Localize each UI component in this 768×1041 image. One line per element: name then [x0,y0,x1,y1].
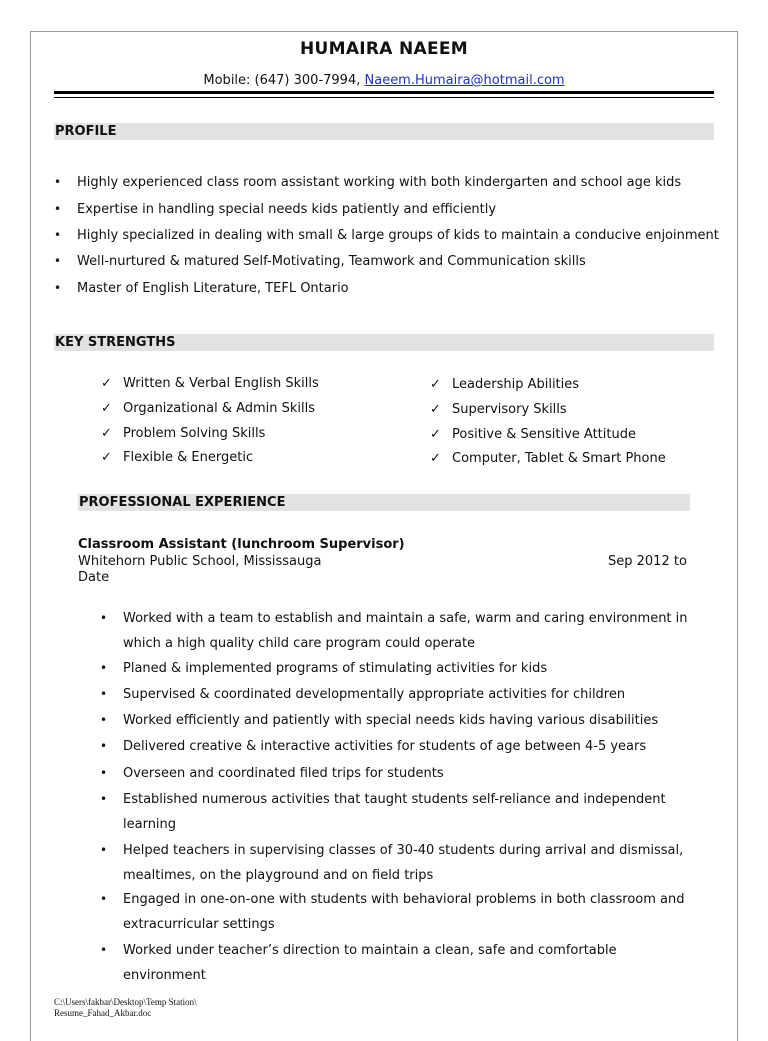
profile-item-text: Highly experienced class room assistant working with both kindergarten and school age kids [77,175,682,190]
profile-item-text: Expertise in handling special needs kids patiently and efficiently [77,202,497,217]
job-title: Classroom Assistant (lunchroom Supervisor) [78,537,405,552]
strength-item-text: Supervisory Skills [452,402,567,417]
duty-line: Worked with a team to establish and maintain a safe, warm and caring environment in [123,611,688,626]
header-divider-thick [54,91,714,94]
experience-heading: PROFESSIONAL EXPERIENCE [78,494,690,511]
duty-line: Worked efficiently and patiently with special needs kids having various disabilities [123,713,659,728]
strength-item-text: Written & Verbal English Skills [123,376,319,391]
profile-heading: PROFILE [54,123,714,140]
duty-line: extracurricular settings [123,917,275,932]
duty-item-text [123,887,693,937]
strength-item-text: Leadership Abilities [452,377,580,392]
checkmark-icon: ✓ [101,426,112,441]
bullet-icon: • [100,766,108,780]
contact-line [0,73,768,88]
bullet-icon: • [54,175,62,189]
strength-item-text: Organizational & Admin Skills [123,401,316,416]
bullet-icon: • [100,739,108,753]
profile-item-text: Master of English Literature, TEFL Ontario [77,281,349,296]
bullet-icon: • [100,843,108,857]
bullet-icon: • [100,713,108,727]
job-date-end: Date [78,570,110,585]
bullet-icon: • [100,792,108,806]
checkmark-icon: ✓ [430,402,441,417]
key-strengths-heading: KEY STRENGTHS [54,334,714,351]
job-date-range: Sep 2012 to [608,554,687,569]
phone-text: Mobile: (647) 300-7994, [203,73,365,88]
strength-item-text: Computer, Tablet & Smart Phone [452,451,666,466]
checkmark-icon: ✓ [430,427,441,442]
profile-item-text: Well-nurtured & matured Self-Motivating, Teamwork and Communication skills [77,254,586,269]
checkmark-icon: ✓ [101,450,112,465]
duty-line: which a high quality child care program could operate [123,636,476,651]
checkmark-icon: ✓ [101,401,112,416]
bullet-icon: • [54,202,62,216]
duty-line: Established numerous activities that taught students self-reliance and independent [123,792,666,807]
bullet-icon: • [100,943,108,957]
duty-line: Planed & implemented programs of stimulating activities for kids [123,661,548,676]
footer-filename-line: Resume_Fahad_Akbar.doc [54,1008,152,1018]
duty-line: learning [123,817,177,832]
duty-line: Engaged in one-on-one with students with behavioral problems in both classroom and [123,892,685,907]
duty-item-text [123,938,693,988]
duty-item-text [123,606,693,656]
duty-item-text [123,761,693,786]
duty-line: Worked under teacher’s direction to maintain a clean, safe and comfortable environment [123,943,617,983]
duty-item-text [123,682,693,707]
duty-line: Delivered creative & interactive activities for students of age between 4-5 years [123,739,647,754]
duty-line: mealtimes, on the playground and on field trips [123,868,434,883]
strength-item-text: Positive & Sensitive Attitude [452,427,636,442]
duty-item-text [123,708,693,733]
duty-item-text [123,787,693,837]
strength-item-text: Problem Solving Skills [123,426,266,441]
checkmark-icon: ✓ [430,377,441,392]
duty-item-text [123,656,693,681]
duty-item-text [123,734,693,759]
header-divider-thin [54,97,714,98]
strength-item-text: Flexible & Energetic [123,450,254,465]
profile-item-text: Highly specialized in dealing with small & large groups of kids to maintain a conducive enjoinment [77,228,719,243]
bullet-icon: • [54,281,62,295]
job-organization: Whitehorn Public School, Mississauga [78,554,322,569]
applicant-name: HUMAIRA NAEEM [299,39,469,59]
bullet-icon: • [54,228,62,242]
file-path-footer [54,997,197,1019]
duty-line: Supervised & coordinated developmentally appropriate activities for children [123,687,626,702]
duty-item-text [123,838,693,888]
bullet-icon: • [54,254,62,268]
checkmark-icon: ✓ [101,376,112,391]
email-link[interactable]: Naeem.Humaira@hotmail.com [364,73,565,88]
bullet-icon: • [100,687,108,701]
bullet-icon: • [100,892,108,906]
duty-line: Helped teachers in supervising classes of 30-40 students during arrival and dismissal, [123,843,684,858]
footer-path-line: C:\Users\fakbar\Desktop\Temp Station\ [54,997,197,1007]
checkmark-icon: ✓ [430,451,441,466]
bullet-icon: • [100,611,108,625]
bullet-icon: • [100,661,108,675]
duty-line: Overseen and coordinated filed trips for students [123,766,444,781]
